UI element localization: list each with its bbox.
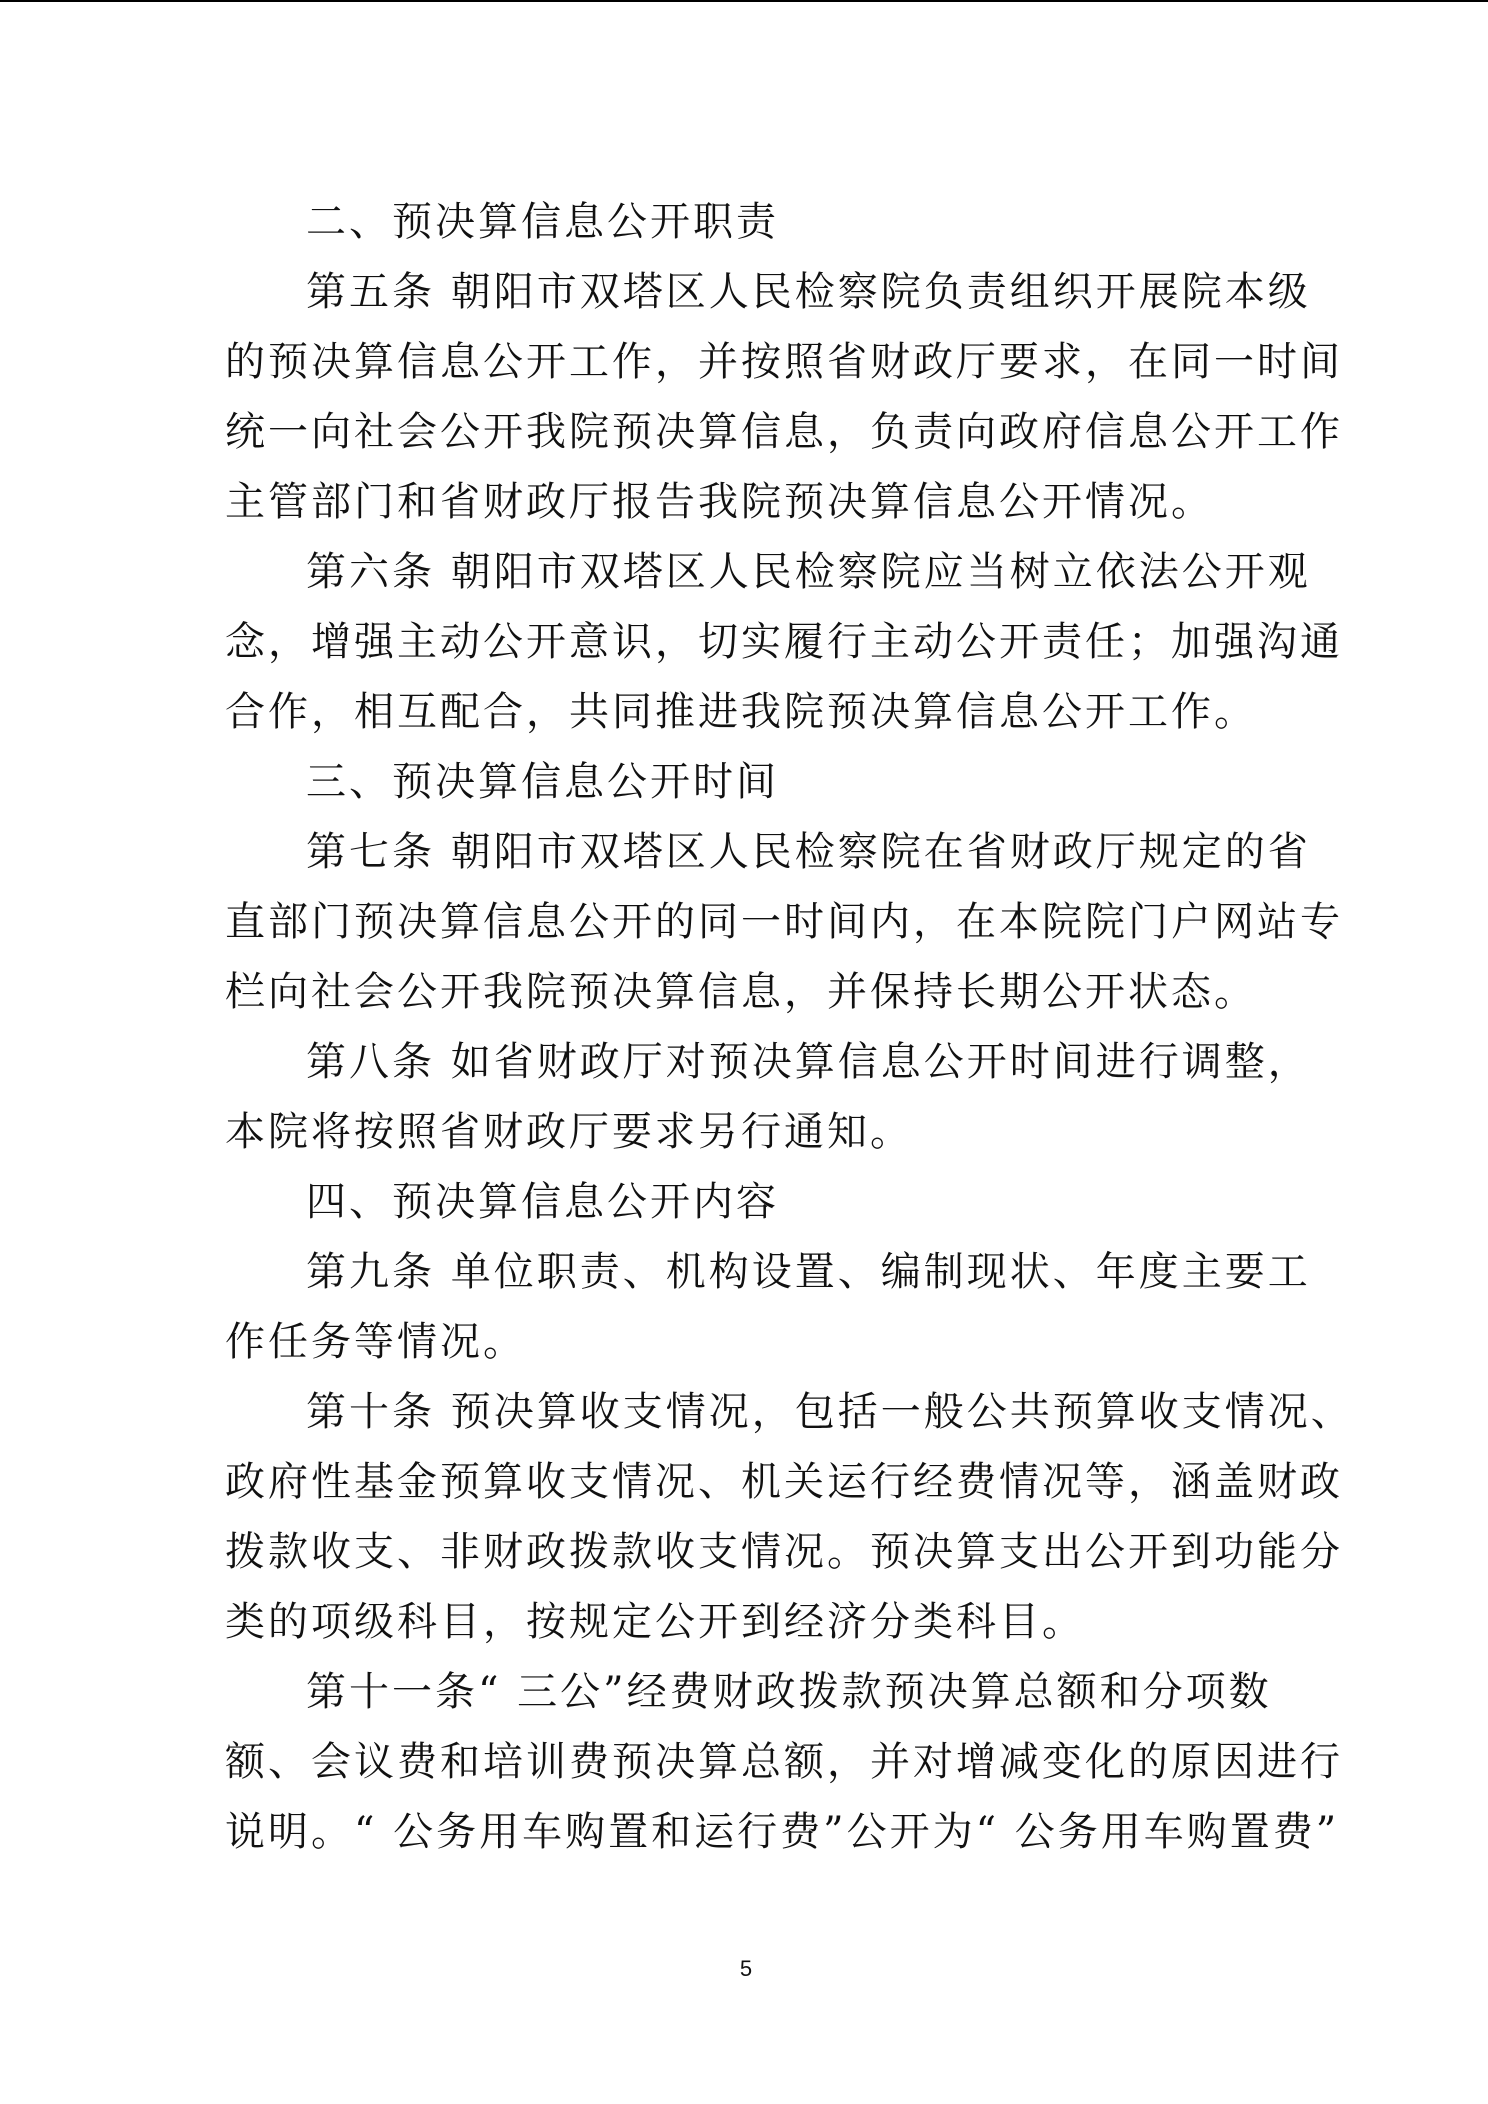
section-heading: 四、预决算信息公开内容: [306, 1179, 779, 1225]
article-line: 的预决算信息公开工作，并按照省财政厅要求，在同一时间: [225, 339, 1343, 385]
article-line: 拨款收支、非财政拨款收支情况。预决算支出公开到功能分: [225, 1529, 1343, 1575]
article-line: 合作，相互配合，共同推进我院预决算信息公开工作。: [225, 689, 1257, 735]
article-line: 第十条 预决算收支情况，包括一般公共预算收支情况、: [306, 1389, 1354, 1435]
article-line: 第五条 朝阳市双塔区人民检察院负责组织开展院本级: [306, 269, 1311, 315]
article-line: 第七条 朝阳市双塔区人民检察院在省财政厅规定的省: [306, 829, 1311, 875]
article-line: 本院将按照省财政厅要求另行通知。: [225, 1109, 913, 1155]
article-line: 栏向社会公开我院预决算信息，并保持长期公开状态。: [225, 969, 1257, 1015]
article-line: 统一向社会公开我院预决算信息，负责向政府信息公开工作: [225, 409, 1343, 455]
article-line: 直部门预决算信息公开的同一时间内，在本院院门户网站专: [225, 899, 1343, 945]
article-line: 说明。“ 公务用车购置和运行费”公开为“ 公务用车购置费”: [225, 1809, 1340, 1855]
article-line: 作任务等情况。: [225, 1319, 526, 1365]
section-heading: 二、预决算信息公开职责: [306, 199, 779, 245]
article-line: 第九条 单位职责、机构设置、编制现状、年度主要工: [306, 1249, 1311, 1295]
article-line: 主管部门和省财政厅报告我院预决算信息公开情况。: [225, 479, 1214, 525]
section-heading: 三、预决算信息公开时间: [306, 759, 779, 805]
article-line: 政府性基金预算收支情况、机关运行经费情况等，涵盖财政: [225, 1459, 1343, 1505]
page-number: 5: [739, 1956, 753, 1981]
article-line: 额、会议费和培训费预决算总额，并对增减变化的原因进行: [225, 1739, 1343, 1785]
article-line: 类的项级科目，按规定公开到经济分类科目。: [225, 1599, 1085, 1645]
article-line: 第十一条“ 三公”经费财政拨款预决算总额和分项数: [306, 1669, 1272, 1715]
article-line: 第六条 朝阳市双塔区人民检察院应当树立依法公开观: [306, 549, 1311, 595]
article-line: 第八条 如省财政厅对预决算信息公开时间进行调整，: [306, 1039, 1311, 1085]
article-line: 念，增强主动公开意识，切实履行主动公开责任；加强沟通: [225, 619, 1343, 665]
